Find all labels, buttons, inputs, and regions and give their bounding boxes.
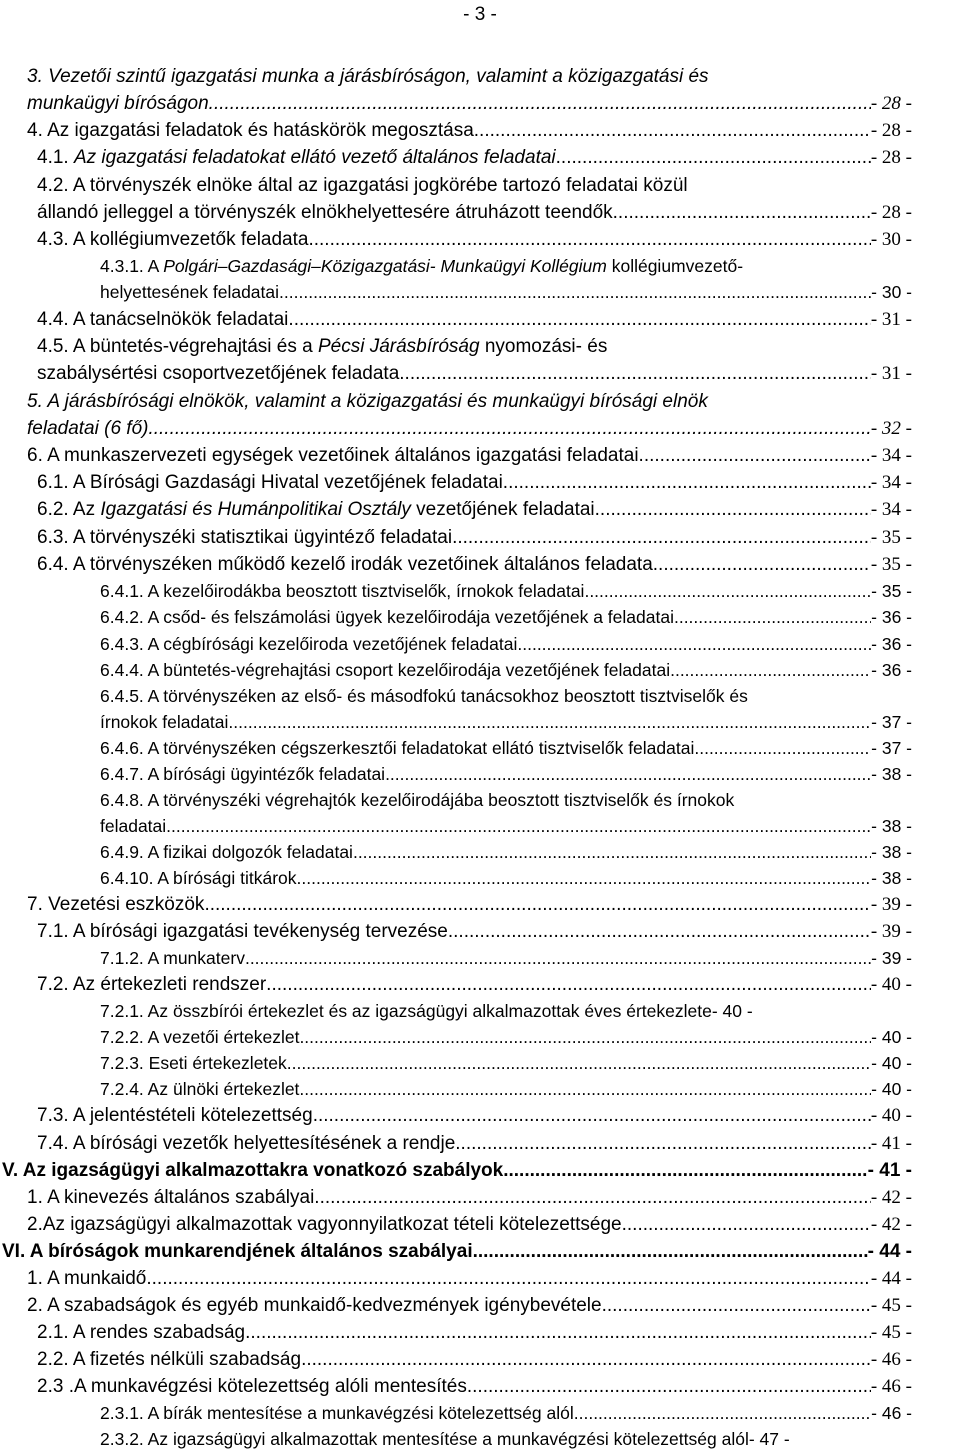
toc-entry-title [37,229,308,251]
toc-page-number: - 34 - [870,472,912,493]
toc-entry-title [100,634,517,655]
toc-page-number: - 35 - [870,527,912,548]
toc-entry-title-part: feladatai [100,816,167,836]
toc-page-number: - 39 - [870,921,912,942]
dot-leader [287,1053,871,1074]
toc-entry-title-part: 6.4.10. A bírósági titkárok [100,868,297,888]
toc-page-number: - 34 - [870,445,912,466]
toc-page-number: - 36 - [871,607,912,627]
toc-entry-title-part: 6.3. A törvényszéki statisztikai ügyintéző feladatai [37,527,453,548]
toc-entry-title-part: 4.2. A törvényszék elnöke által az igazgatási jogkörébe tartozó feladatai közül [37,175,688,196]
toc-entry-title-part: 7.2.2. A vezetői értekezlet [100,1027,300,1047]
toc-entry-title [100,738,694,759]
toc-entry-title-part: 4.3. A kollégiumvezetők feladata [37,229,309,250]
toc-entry-title-part: 7.1. A bírósági igazgatási tevékenység tervezése [37,921,448,942]
toc-entry-title-part: Az igazgatási feladatokat ellátó vezető általános feladatai [73,147,556,168]
toc-entry [37,147,912,173]
toc-entry [37,1133,912,1159]
toc-entry [37,499,912,525]
dot-leader [602,1295,871,1317]
dot-leader [209,93,871,115]
dot-leader [266,974,871,996]
toc-page-number: - 37 - [871,712,912,732]
toc-entry-title-part: 6.4.5. A törvényszéken az első- és másodfokú tanácsokhoz beosztott tisztviselők és [100,686,748,706]
toc-entry [37,1349,912,1375]
toc-entry-title-part: 7.4. A bírósági vezetők helyettesítésének a rendje [37,1133,456,1154]
toc-entry-title [100,686,748,707]
toc-entry-title-part: 6.4. A törvényszéken működő kezelő irodák vezetőinek általános feladata [37,554,653,575]
toc-entry [100,282,912,308]
toc-entry-title-part: 6.1. A Bírósági Gazdasági Hivatal vezetőjének feladatai [37,472,503,493]
dot-leader [595,499,871,521]
toc-entry-title-part: 4.4. A tanácselnökök feladatai [37,309,289,330]
toc-entry-title-part: 2.2. A fizetés nélküli szabadság [37,1349,302,1370]
toc-entry [27,1295,912,1321]
toc-entry-title [27,391,708,413]
dot-leader [455,1133,871,1155]
toc-entry-title [37,1133,455,1155]
dot-leader [308,229,870,251]
dot-leader [467,1376,871,1398]
toc-entry-title [27,1187,314,1209]
toc-page-number: - 40 - [871,1079,912,1099]
dot-leader [279,282,871,303]
toc-entry-title-part: helyettesének feladatai [100,282,280,302]
toc-entry [27,894,912,920]
dot-leader [385,764,871,785]
toc-entry [27,1214,912,1240]
toc-page-number: - 47 - [748,1429,790,1449]
toc-entry-title-part: 7.3. A jelentéstételi kötelezettség [37,1105,313,1126]
toc-entry [27,418,912,444]
toc-entry-title-part: 5. [27,391,48,412]
toc-entry [100,660,912,686]
toc-entry-title-part: feladatai (6 fő) [27,418,149,439]
toc-page-number: - 40 - [711,1001,753,1021]
toc-entry-title [100,712,228,733]
dot-leader [556,147,871,169]
toc-entry-title [27,1214,622,1236]
toc-page-number: - 28 - [870,202,912,223]
toc-entry [2,1241,912,1267]
toc-page-number: - 44 - [867,1241,912,1262]
toc-entry-title [37,1376,467,1398]
dot-leader [314,1187,871,1209]
toc-entry [100,1053,912,1079]
toc-entry [27,1187,912,1213]
toc-entry [100,607,912,633]
dot-leader [166,816,871,837]
toc-entry-title-part: 6.4.7. A bírósági ügyintézők feladatai [100,764,386,784]
toc-entry-title [37,974,266,996]
dot-leader [228,712,871,733]
toc-entry-title [100,1001,712,1022]
toc-page-number: - 45 - [870,1322,912,1343]
toc-entry [37,309,912,335]
toc-page-number: - 35 - [871,581,912,601]
toc-entry [27,1268,912,1294]
toc-entry-title-part: 6.4.3. A cégbírósági kezelőiroda vezetőjének feladatai [100,634,518,654]
toc-entry-title [27,120,474,142]
toc-entry-title-part: 2. A szabadságok és egyéb munkaidő-kedvezmények igénybevétele [27,1295,602,1316]
toc-entry-title-part: 2.3 .A munkavégzési kötelezettség alóli mentesítés [37,1376,467,1397]
toc-entry-title-part: munkaügyi bíróságon [27,93,209,114]
toc-entry [37,1105,912,1131]
toc-entry [37,921,912,947]
toc-entry-title-part: 6.4.1. A kezelőirodákba beosztott tisztviselők, írnokok feladatai [100,581,585,601]
toc-page-number: - 46 - [870,1376,912,1397]
dot-leader [670,660,871,681]
toc-entry-title [100,1027,299,1048]
dot-leader [517,634,871,655]
toc-entry [100,764,912,790]
toc-entry [37,974,912,1000]
toc-entry-title-part: Igazgatási és Humánpolitikai Osztály [100,499,411,520]
page-number: - 3 - [463,4,497,25]
dot-leader [473,1241,868,1263]
toc-entry [37,202,912,228]
toc-page-number: - 38 - [871,842,912,862]
toc-page-number: - 45 - [870,1295,912,1316]
toc-entry-title [100,764,385,785]
toc-entry [100,581,912,607]
toc-entry-title-part: 7.2.4. Az ülnöki értekezlet [100,1079,300,1099]
toc-entry-title-part: VI. A bíróságok munkarendjének általános szabályai [2,1241,473,1262]
toc-entry-title [37,175,688,197]
toc-entry [100,1079,912,1105]
toc-entry-title [100,1429,749,1450]
toc-entry-title-part: A járásbírósági elnökök, valamint a közigazgatási és munkaügyi bírósági elnök [47,391,708,412]
toc-entry-title [27,93,209,115]
toc-entry-title-part: 2.Az igazságügyi alkalmazottak vagyonnyilatkozat tételi kötelezettsége [27,1214,622,1235]
toc-page-number: - 28 - [870,120,912,141]
dot-leader [148,418,870,440]
toc-page-number: - 28 - [870,147,912,168]
dot-leader [503,472,871,494]
toc-page-number: - 36 - [871,660,912,680]
toc-entry-title [100,1053,287,1074]
dot-leader [448,921,871,943]
toc-page-number: - 46 - [870,1349,912,1370]
toc-page-number: - 38 - [871,764,912,784]
toc-entry-title [2,1241,473,1263]
toc-page-number: - 31 - [870,309,912,330]
toc-entry [100,1001,912,1027]
toc-page-number: - 37 - [871,738,912,758]
toc-entry-title-part: 6.4.9. A fizikai dolgozók feladatai [100,842,353,862]
toc-entry [37,336,912,362]
toc-entry-title [27,445,639,467]
toc-entry [100,816,912,842]
dot-leader [474,120,871,142]
toc-entry-title [27,418,148,440]
toc-entry [37,175,912,201]
toc-page-number: - 40 - [871,1027,912,1047]
toc-entry-title [100,842,353,863]
toc-page-number: - 40 - [870,974,912,995]
toc-entry-title [37,147,556,169]
toc-entry [37,527,912,553]
toc-page-number: - 30 - [870,229,912,250]
dot-leader [313,1105,871,1127]
dot-leader [622,1214,871,1236]
toc-entry [100,790,912,816]
toc-entry-title [27,66,709,88]
toc-entry-title-part: 7.2.3. Eseti értekezletek [100,1053,287,1073]
toc-page-number: - 32 - [870,418,912,439]
toc-page-number: - 35 - [870,554,912,575]
toc-page-number: - 46 - [871,1403,912,1423]
toc-entry-title-part: V. Az igazságügyi alkalmazottakra vonatkozó szabályok [2,1160,504,1181]
toc-page-number: - 28 - [870,93,912,114]
toc-entry-title [100,790,734,811]
toc-entry-title [27,1295,602,1317]
toc-page-number: - 42 - [870,1187,912,1208]
toc-page-number: - 40 - [871,1053,912,1073]
toc-entry [2,1160,912,1186]
toc-entry-title-part: 6.4.6. A törvényszéken cégszerkesztői feladatokat ellátó tisztviselők feladatai [100,738,695,758]
toc-page-number: - 38 - [871,868,912,888]
toc-page-number: - 31 - [870,363,912,384]
dot-leader [204,894,870,916]
toc-entry-title-part: 4.1. [37,147,74,168]
toc-entry [100,1027,912,1053]
toc-entry-title-part: nyomozási- és [479,336,608,357]
toc-entry-title-part: 6.4.4. A büntetés-végrehajtási csoport kezelőirodája vezetőjének feladatai [100,660,671,680]
toc-entry [100,1429,958,1455]
toc-entry [100,842,912,868]
toc-entry-title [100,256,743,277]
toc-entry-title-part: Polgári–Gazdasági–Közigazgatási- Munkaügyi Kollégium [163,256,607,276]
toc-entry-title-part: állandó jelleggel a törvényszék elnökhelyettesére átruházott teendők [37,202,613,223]
dot-leader [584,581,871,602]
toc-page-number: - 30 - [871,282,912,302]
toc-entry [100,686,912,712]
toc-entry-title [37,472,503,494]
toc-entry-title-part: 7.2. Az értekezleti rendszer [37,974,267,995]
toc-entry [37,229,912,255]
toc-entry-title-part: kollégiumvezető- [606,256,744,276]
dot-leader [653,554,871,576]
toc-entry-title [100,282,279,303]
toc-entry [37,472,912,498]
toc-entry-title-part: 6.2. Az [37,499,101,520]
toc-entry-title-part: 7.2.1. Az összbírói értekezlet és az igazságügyi alkalmazottak éves értekezlete [100,1001,712,1021]
dot-leader [288,309,870,331]
toc-entry [27,66,912,92]
toc-entry-title [100,948,245,969]
toc-entry-title [37,336,607,358]
toc-entry [37,554,912,580]
dot-leader [452,527,871,549]
toc-entry-title [37,1105,313,1127]
toc-page-number: - 41 - [870,1133,912,1154]
toc-entry-title [37,309,288,331]
dot-leader [353,842,871,863]
toc-entry-title [37,1349,301,1371]
toc-entry-title-part: szabálysértési csoportvezetőjének feladata [37,363,400,384]
toc-entry-title-part: 7. Vezetési eszközök [27,894,205,915]
toc-entry [37,1376,912,1402]
dot-leader [399,363,871,385]
toc-entry-title [100,660,670,681]
dot-leader [674,607,871,628]
toc-page-number: - 34 - [870,499,912,520]
dot-leader [503,1160,867,1182]
toc-entry-title [37,921,448,943]
toc-entry-title-part: 2.3.2. Az igazságügyi alkalmazottak mentesítése a munkavégzési kötelezettség alól [100,1429,749,1449]
toc-entry-title [100,1079,299,1100]
dot-leader [245,1322,871,1344]
toc-entry-title [37,499,595,521]
toc-entry-title-part: 6.4.2. A csőd- és felszámolási ügyek kezelőirodája vezetőjének a feladatai [100,607,674,627]
toc-entry-title-part: 1. A munkaidő [27,1268,147,1289]
dot-leader [297,868,872,889]
dot-leader [299,1079,871,1100]
toc-entry-title [100,1403,574,1424]
toc-entry [37,363,912,389]
toc-entry-title [27,894,204,916]
dot-leader [299,1027,871,1048]
toc-entry-title [37,202,613,224]
toc-page-number: - 41 - [867,1160,912,1181]
toc-entry-title [100,816,166,837]
toc-entry [100,634,912,660]
toc-entry-title-part: 4. Az igazgatási feladatok és hatáskörök megosztása [27,120,474,141]
toc-entry-title [37,1322,245,1344]
toc-entry-title-part: vezetőjének feladatai [410,499,595,520]
dot-leader [301,1349,871,1371]
toc-entry [27,93,912,119]
dot-leader [574,1403,871,1424]
toc-entry [100,948,912,974]
toc-page-number: - 39 - [870,894,912,915]
toc-entry [100,256,912,282]
toc-page-number: - 42 - [870,1214,912,1235]
toc-entry-title-part: 6.4.8. A törvényszéki végrehajtók kezelőirodájába beosztott tisztviselők és írnokok [100,790,735,810]
toc-entry-title [100,581,584,602]
dot-leader [639,445,871,467]
toc-entry-title-part: Vezetői szintű igazgatási munka a járásbíróságon, valamint a közigazgatási és [48,66,709,87]
dot-leader [146,1268,870,1290]
toc-entry [27,445,912,471]
toc-entry-title-part: 4.5. A büntetés-végrehajtási és a [37,336,318,357]
dot-leader [245,948,871,969]
toc-entry-title [37,527,452,549]
toc-entry [27,391,912,417]
toc-entry-title [27,1268,146,1290]
toc-page-number: - 40 - [870,1105,912,1126]
toc-page-number: - 39 - [871,948,912,968]
toc-entry-title [100,607,674,628]
toc-entry-title [37,363,399,385]
toc-page-number: - 36 - [871,634,912,654]
toc-entry-title-part: 4.3.1. A [100,256,164,276]
toc-entry-title-part: 2.1. A rendes szabadság [37,1322,246,1343]
toc-page-number: - 38 - [871,816,912,836]
toc-entry [27,120,912,146]
toc-entry [100,868,912,894]
toc-entry-title-part: írnokok feladatai [100,712,229,732]
toc-page-number: - 44 - [870,1268,912,1289]
toc-entry [100,1403,912,1429]
toc-entry-title-part: 6. A munkaszervezeti egységek vezetőinek általános igazgatási feladatai [27,445,639,466]
toc-entry-title-part: 7.1.2. A munkaterv [100,948,245,968]
toc-entry [100,738,912,764]
toc-entry [100,712,912,738]
toc-entry-title-part: 3. [27,66,49,87]
dot-leader [694,738,871,759]
toc-entry [37,1322,912,1348]
toc-entry-title-part: 2.3.1. A bírák mentesítése a munkavégzési kötelezettség alól [100,1403,574,1423]
toc-entry-title-part: Pécsi Járásbíróság [317,336,480,357]
toc-entry-title [2,1160,503,1182]
toc-entry-title-part: 1. A kinevezés általános szabályai [27,1187,315,1208]
toc-entry-title [37,554,653,576]
dot-leader [613,202,871,224]
toc-entry-title [100,868,297,889]
